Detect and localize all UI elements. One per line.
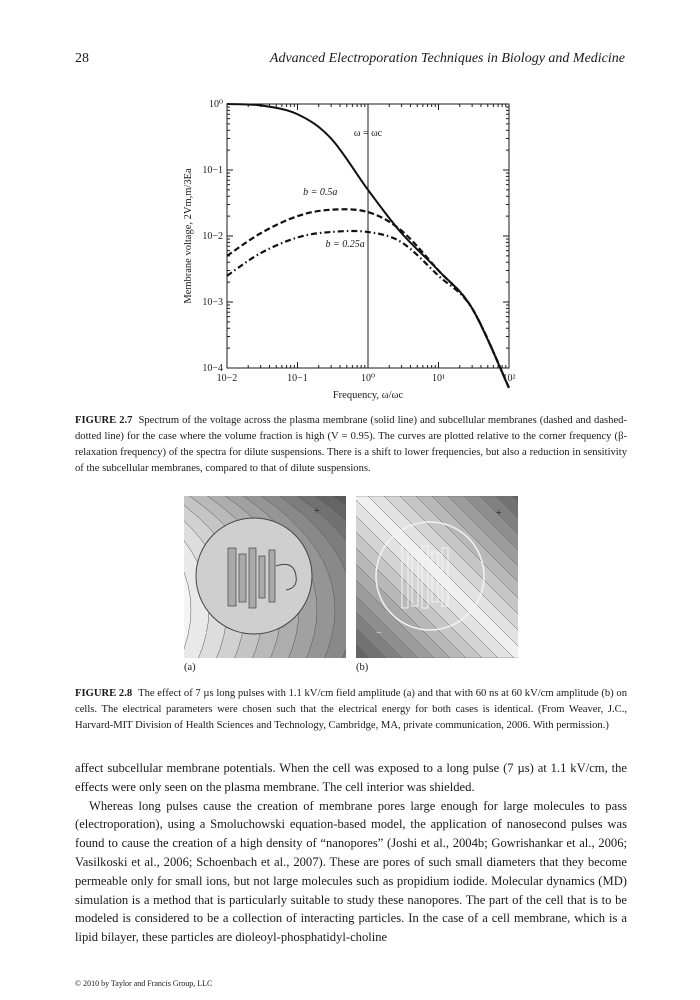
organelle bbox=[259, 556, 265, 598]
caption-text: Spectrum of the voltage across the plasma membrane (solid line) and subcellular membranes (dashed and dashed-dotted line) for the case where the volume fraction is high (V = 0.95). The curves are plotted relative to the corner frequency (β-relaxation frequency) of the spectra for dilute suspensions. There is a shift to lower frequencies, but also a reduction in sensitivity of the subcellular membranes, compared to that of dilute suspensions. bbox=[75, 415, 627, 474]
figure-2-7-chart bbox=[170, 90, 550, 410]
organelle bbox=[269, 550, 275, 602]
panel-a-label: (a) bbox=[184, 662, 196, 673]
caption-label: FIGURE 2.7 bbox=[75, 415, 133, 426]
x-tick-label: 10⁰ bbox=[360, 373, 376, 384]
annotations bbox=[303, 104, 383, 368]
figure-2-7-caption bbox=[75, 413, 627, 477]
organelle bbox=[249, 548, 256, 608]
minus-electrode-label: − bbox=[376, 628, 382, 639]
body-text bbox=[75, 759, 627, 947]
y-tick-label: 10−2 bbox=[202, 231, 223, 242]
paragraph: affect subcellular membrane potentials. When the cell was exposed to a long pulse (7 µs) at 1.1 kV/cm, the effects were only seen on the plasma membrane. The cell interior was shielded. bbox=[75, 761, 627, 794]
corner-frequency-label: ω = ωc bbox=[353, 128, 383, 139]
organelle bbox=[239, 554, 246, 602]
figure-2-8-panel-b bbox=[356, 496, 518, 658]
running-title: Advanced Electroporation Techniques in Biology and Medicine bbox=[269, 51, 625, 66]
series-label: b = 0.25a bbox=[325, 239, 365, 251]
x-tick-label: 10−1 bbox=[287, 373, 308, 384]
x-tick-label: 10² bbox=[502, 373, 516, 384]
y-tick-label: 10−4 bbox=[202, 363, 223, 374]
caption-text: The effect of 7 µs long pulses with 1.1 kV/cm field amplitude (a) and that with 60 ns at 60 kV/cm amplitude (b) on cells. The electrical parameters were chosen such that the electrical energy for both cases is identical. (From Weaver, J.C., Harvard-MIT Division of Health Sciences and Technology, Cambridge, MA, private communication, 2006. With permission.) bbox=[75, 688, 627, 731]
series-label: b = 0.5a bbox=[303, 186, 338, 198]
copyright-notice: © 2010 by Taylor and Francis Group, LLC bbox=[75, 979, 213, 988]
x-tick-label: 10−2 bbox=[216, 373, 238, 384]
organelle bbox=[228, 548, 236, 606]
minus-electrode-label: − bbox=[204, 628, 210, 639]
figure-2-8-caption bbox=[75, 686, 627, 734]
x-axis-label: Frequency, ω/ωc bbox=[332, 390, 404, 401]
caption-label: FIGURE 2.8 bbox=[75, 688, 133, 699]
y-axis-label: Membrane voltage, 2Vm,m/3Ea bbox=[183, 168, 194, 304]
y-tick-label: 10⁰ bbox=[208, 99, 223, 110]
y-tick-label: 10−1 bbox=[202, 165, 223, 176]
figure-2-8-panel-a bbox=[184, 496, 346, 658]
plus-electrode-label: + bbox=[496, 508, 502, 519]
panel-b-label: (b) bbox=[356, 662, 369, 673]
plus-electrode-label: + bbox=[314, 506, 320, 517]
y-tick-label: 10−3 bbox=[202, 297, 223, 308]
page-number: 28 bbox=[75, 51, 89, 66]
x-tick-label: 10¹ bbox=[432, 373, 445, 384]
paragraph: Whereas long pulses cause the creation of membrane pores large enough for large molecules to pass (electroporation), using a Smoluchowski equation-based model, the application of nanosecond pulses was found to cause the creation of a high density of “nanopores” (Joshi et al., 2004b; Gowrishankar et al., 2006; Vasilkoski et al., 2006; Schoenbach et al., 2007). These are pores of such small diameters that they become permeable only for small ions, but not large molecules such as propidium iodide. Molecular dynamics (MD) simulation is a method that is particularly suitable to study these nanopores. The part of the cell that is to be modeled is considered to be a collection of interacting particles. In the case of a cell membrane, which is a lipid bilayer, these particles are dioleoyl-phosphatidyl-choline bbox=[75, 798, 627, 945]
